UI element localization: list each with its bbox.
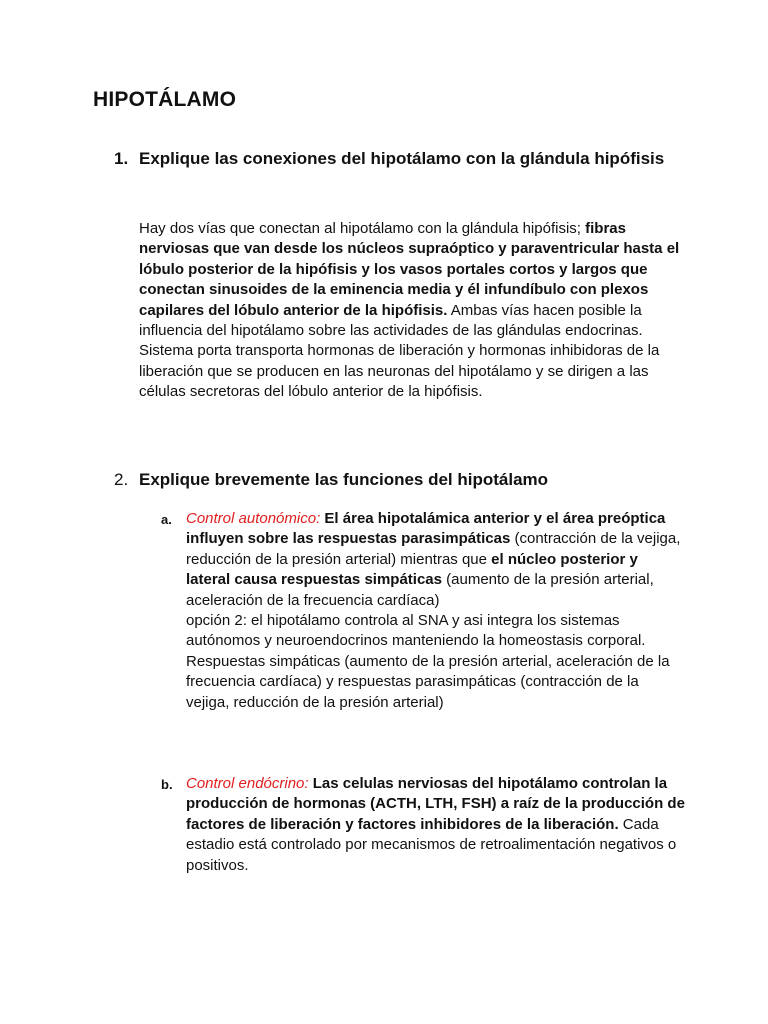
answer-1-portal-system: Sistema porta transporta hormonas de liberación y hormonas inhibidoras de la liberación que se producen en las neuronas del hipotálamo y se dirigen a las células secretoras del lóbulo anterior de la hipófisis. [139,342,660,401]
item-a-bold-1: El área hipotalámica anterior y el área preóptica influyen sobre las respuestas parasimpáticas [186,510,666,548]
question-1-answer [139,219,684,403]
question-2-number: 2. [114,470,129,489]
item-b-colon: : [304,775,313,792]
item-b-text [186,774,686,876]
item-a-colon: : [316,510,325,527]
item-b-marker: b. [161,777,173,792]
answer-1-intro: Hay dos vías que conectan al hipotálamo con la glándula hipófisis; [139,220,586,237]
document-title: HIPOTÁLAMO [93,88,237,111]
item-b-text-1: Cada estadio está controlado por mecanismos de retroalimentación negativos o positivos. [186,815,677,874]
item-a-text-2: (aumento de la presión arterial, aceleración de la frecuencia cardíaca) [186,571,654,609]
item-a-title: Control autonómico [186,510,317,527]
item-a-text-1: (contracción de la vejiga, reducción de la presión arterial) mientras que [186,530,681,568]
question-1-number: 1. [114,149,129,168]
item-b-bold-1: Las celulas nerviosas del hipotálamo controlan la producción de hormonas (ACTH, LTH, FSH) a raíz de la producción de factores de liberación y factores inhibidores de la liberación. [186,775,685,833]
item-a-option-2: opción 2: el hipotálamo controla al SNA y asi integra los sistemas autónomos y neuroendocrinos manteniendo la homeostasis corporal. Respuestas simpáticas (aumento de la presión arterial, aceleración de la frecuencia cardíaca) y respuestas parasimpáticas (contracción de la vejiga, reducción de la presión arterial) [186,612,670,711]
answer-1-bold: fibras nerviosas que van desde los núcleos supraóptico y paraventricular hasta el lóbulo posterior de la hipófisis y los vasos portales cortos y largos que conectan sinusoides de la eminencia media y él infundíbulo con plexos capilares del lóbulo anterior de la hipófisis. [139,220,680,319]
answer-1-tail: Ambas vías hacen posible la influencia del hipotálamo sobre las actividades de las glándulas endocrinas. [139,301,643,340]
item-a-marker: a. [161,512,172,527]
question-1-title: Explique las conexiones del hipotálamo con la glándula hipófisis [139,149,665,168]
item-b-title: Control endócrino [186,775,305,792]
item-a-text [186,509,686,713]
question-2-title: Explique brevemente las funciones del hipotálamo [139,470,549,489]
item-a-bold-2: el núcleo posterior y lateral causa respuestas simpáticas [186,550,638,589]
